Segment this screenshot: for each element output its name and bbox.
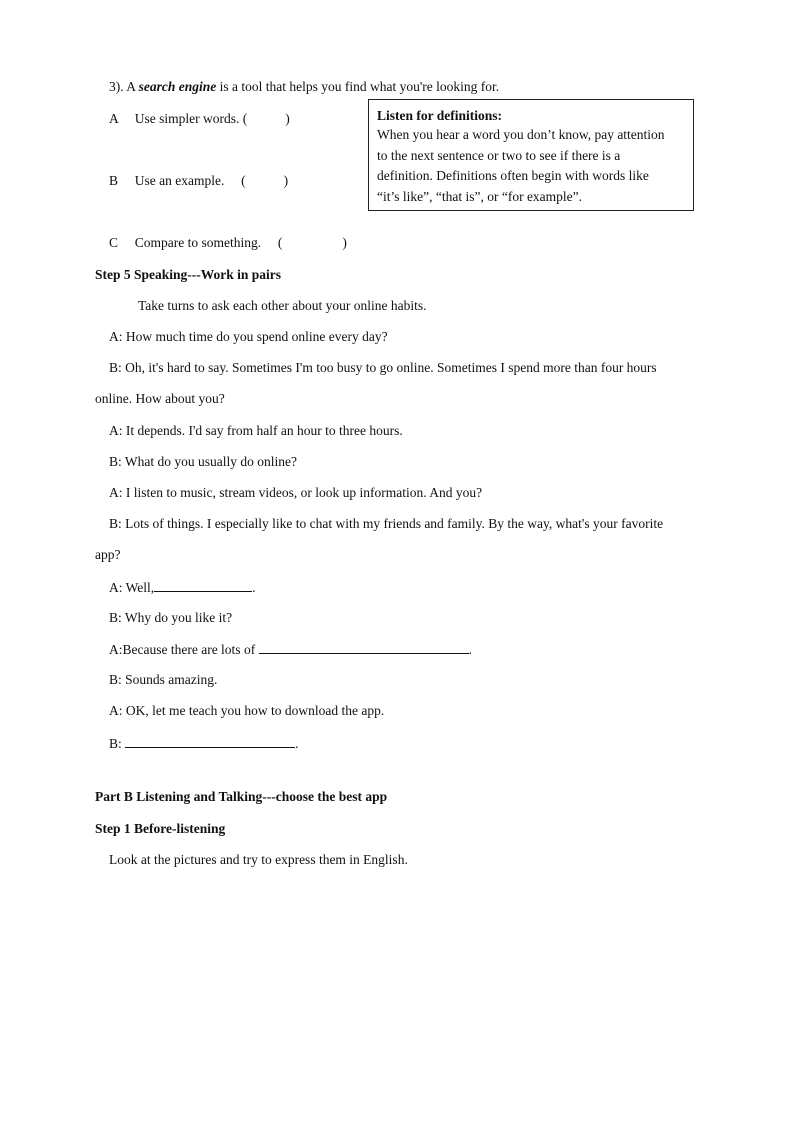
question-3-suffix: is a tool that helps you find what you're looking for. bbox=[216, 79, 500, 94]
option-letter: A bbox=[109, 111, 119, 126]
option-b bbox=[109, 173, 288, 189]
dialogue-text: B: bbox=[109, 736, 122, 751]
option-a bbox=[109, 111, 290, 127]
answer-paren-close: ) bbox=[285, 111, 290, 126]
dialogue-line: A: It depends. I'd say from half an hour to three hours. bbox=[109, 423, 403, 438]
tip-box-line: When you hear a word you don’t know, pay attention bbox=[377, 127, 665, 142]
dialogue-line: app? bbox=[95, 547, 121, 562]
tip-box-title: Listen for definitions: bbox=[377, 108, 503, 123]
tip-box-line: to the next sentence or two to see if there is a bbox=[377, 147, 621, 163]
answer-blank-line[interactable] bbox=[154, 579, 252, 592]
dialogue-line: B: Sounds amazing. bbox=[109, 672, 218, 687]
dialogue-line: A: How much time do you spend online every day? bbox=[109, 329, 388, 344]
dialogue-line: B: Oh, it's hard to say. Sometimes I'm too busy to go online. Sometimes I spend more than four hours bbox=[109, 360, 657, 375]
option-letter: B bbox=[109, 173, 119, 188]
dialogue-punct: . bbox=[468, 642, 472, 657]
dialogue-line: A: OK, let me teach you how to download the app. bbox=[109, 703, 385, 718]
answer-blank-line[interactable] bbox=[259, 641, 469, 654]
answer-blank-line[interactable] bbox=[125, 735, 295, 748]
answer-paren-open[interactable]: ( bbox=[242, 111, 248, 126]
partB-heading: Part B Listening and Talking---choose the best app bbox=[95, 789, 388, 804]
tip-box-line: definition. Definitions often begin with words like bbox=[377, 168, 649, 183]
answer-paren-open[interactable]: ( bbox=[241, 173, 246, 188]
dialogue-punct: . bbox=[295, 736, 299, 751]
dialogue-line-blank bbox=[109, 579, 256, 596]
answer-paren-close: ) bbox=[283, 173, 289, 188]
dialogue-line-blank bbox=[109, 641, 472, 658]
question-3-prefix: 3). A bbox=[109, 79, 139, 94]
dialogue-line: B: Lots of things. I especially like to chat with my friends and family. By the way, what's your favorite bbox=[109, 516, 664, 531]
dialogue-line: A: I listen to music, stream videos, or look up information. And you? bbox=[109, 485, 483, 500]
question-3 bbox=[109, 79, 499, 95]
option-letter: C bbox=[109, 235, 119, 250]
answer-paren-open[interactable]: ( bbox=[277, 235, 283, 250]
partB-instruction: Look at the pictures and try to express them in English. bbox=[109, 852, 408, 867]
step5-heading: Step 5 Speaking---Work in pairs bbox=[95, 267, 282, 282]
answer-paren-close: ) bbox=[342, 235, 347, 250]
dialogue-line: B: Why do you like it? bbox=[109, 610, 233, 625]
option-text: Compare to something. bbox=[134, 235, 262, 250]
step5-instruction: Take turns to ask each other about your online habits. bbox=[138, 298, 427, 313]
tip-box-line: “it’s like”, “that is”, or “for example”. bbox=[377, 188, 583, 204]
partB-step1-heading: Step 1 Before-listening bbox=[95, 821, 226, 836]
tip-box bbox=[368, 99, 694, 211]
question-3-term: search engine bbox=[138, 79, 217, 94]
dialogue-text: A:Because there are lots of bbox=[109, 642, 256, 657]
dialogue-line: B: What do you usually do online? bbox=[109, 454, 297, 469]
dialogue-line-blank bbox=[109, 735, 299, 752]
option-c bbox=[109, 235, 347, 251]
option-text: Use simpler words. bbox=[134, 111, 240, 126]
dialogue-line: online. How about you? bbox=[95, 391, 225, 406]
option-text: Use an example. bbox=[134, 173, 225, 188]
dialogue-punct: . bbox=[252, 580, 256, 595]
dialogue-text: A: Well, bbox=[109, 580, 155, 595]
